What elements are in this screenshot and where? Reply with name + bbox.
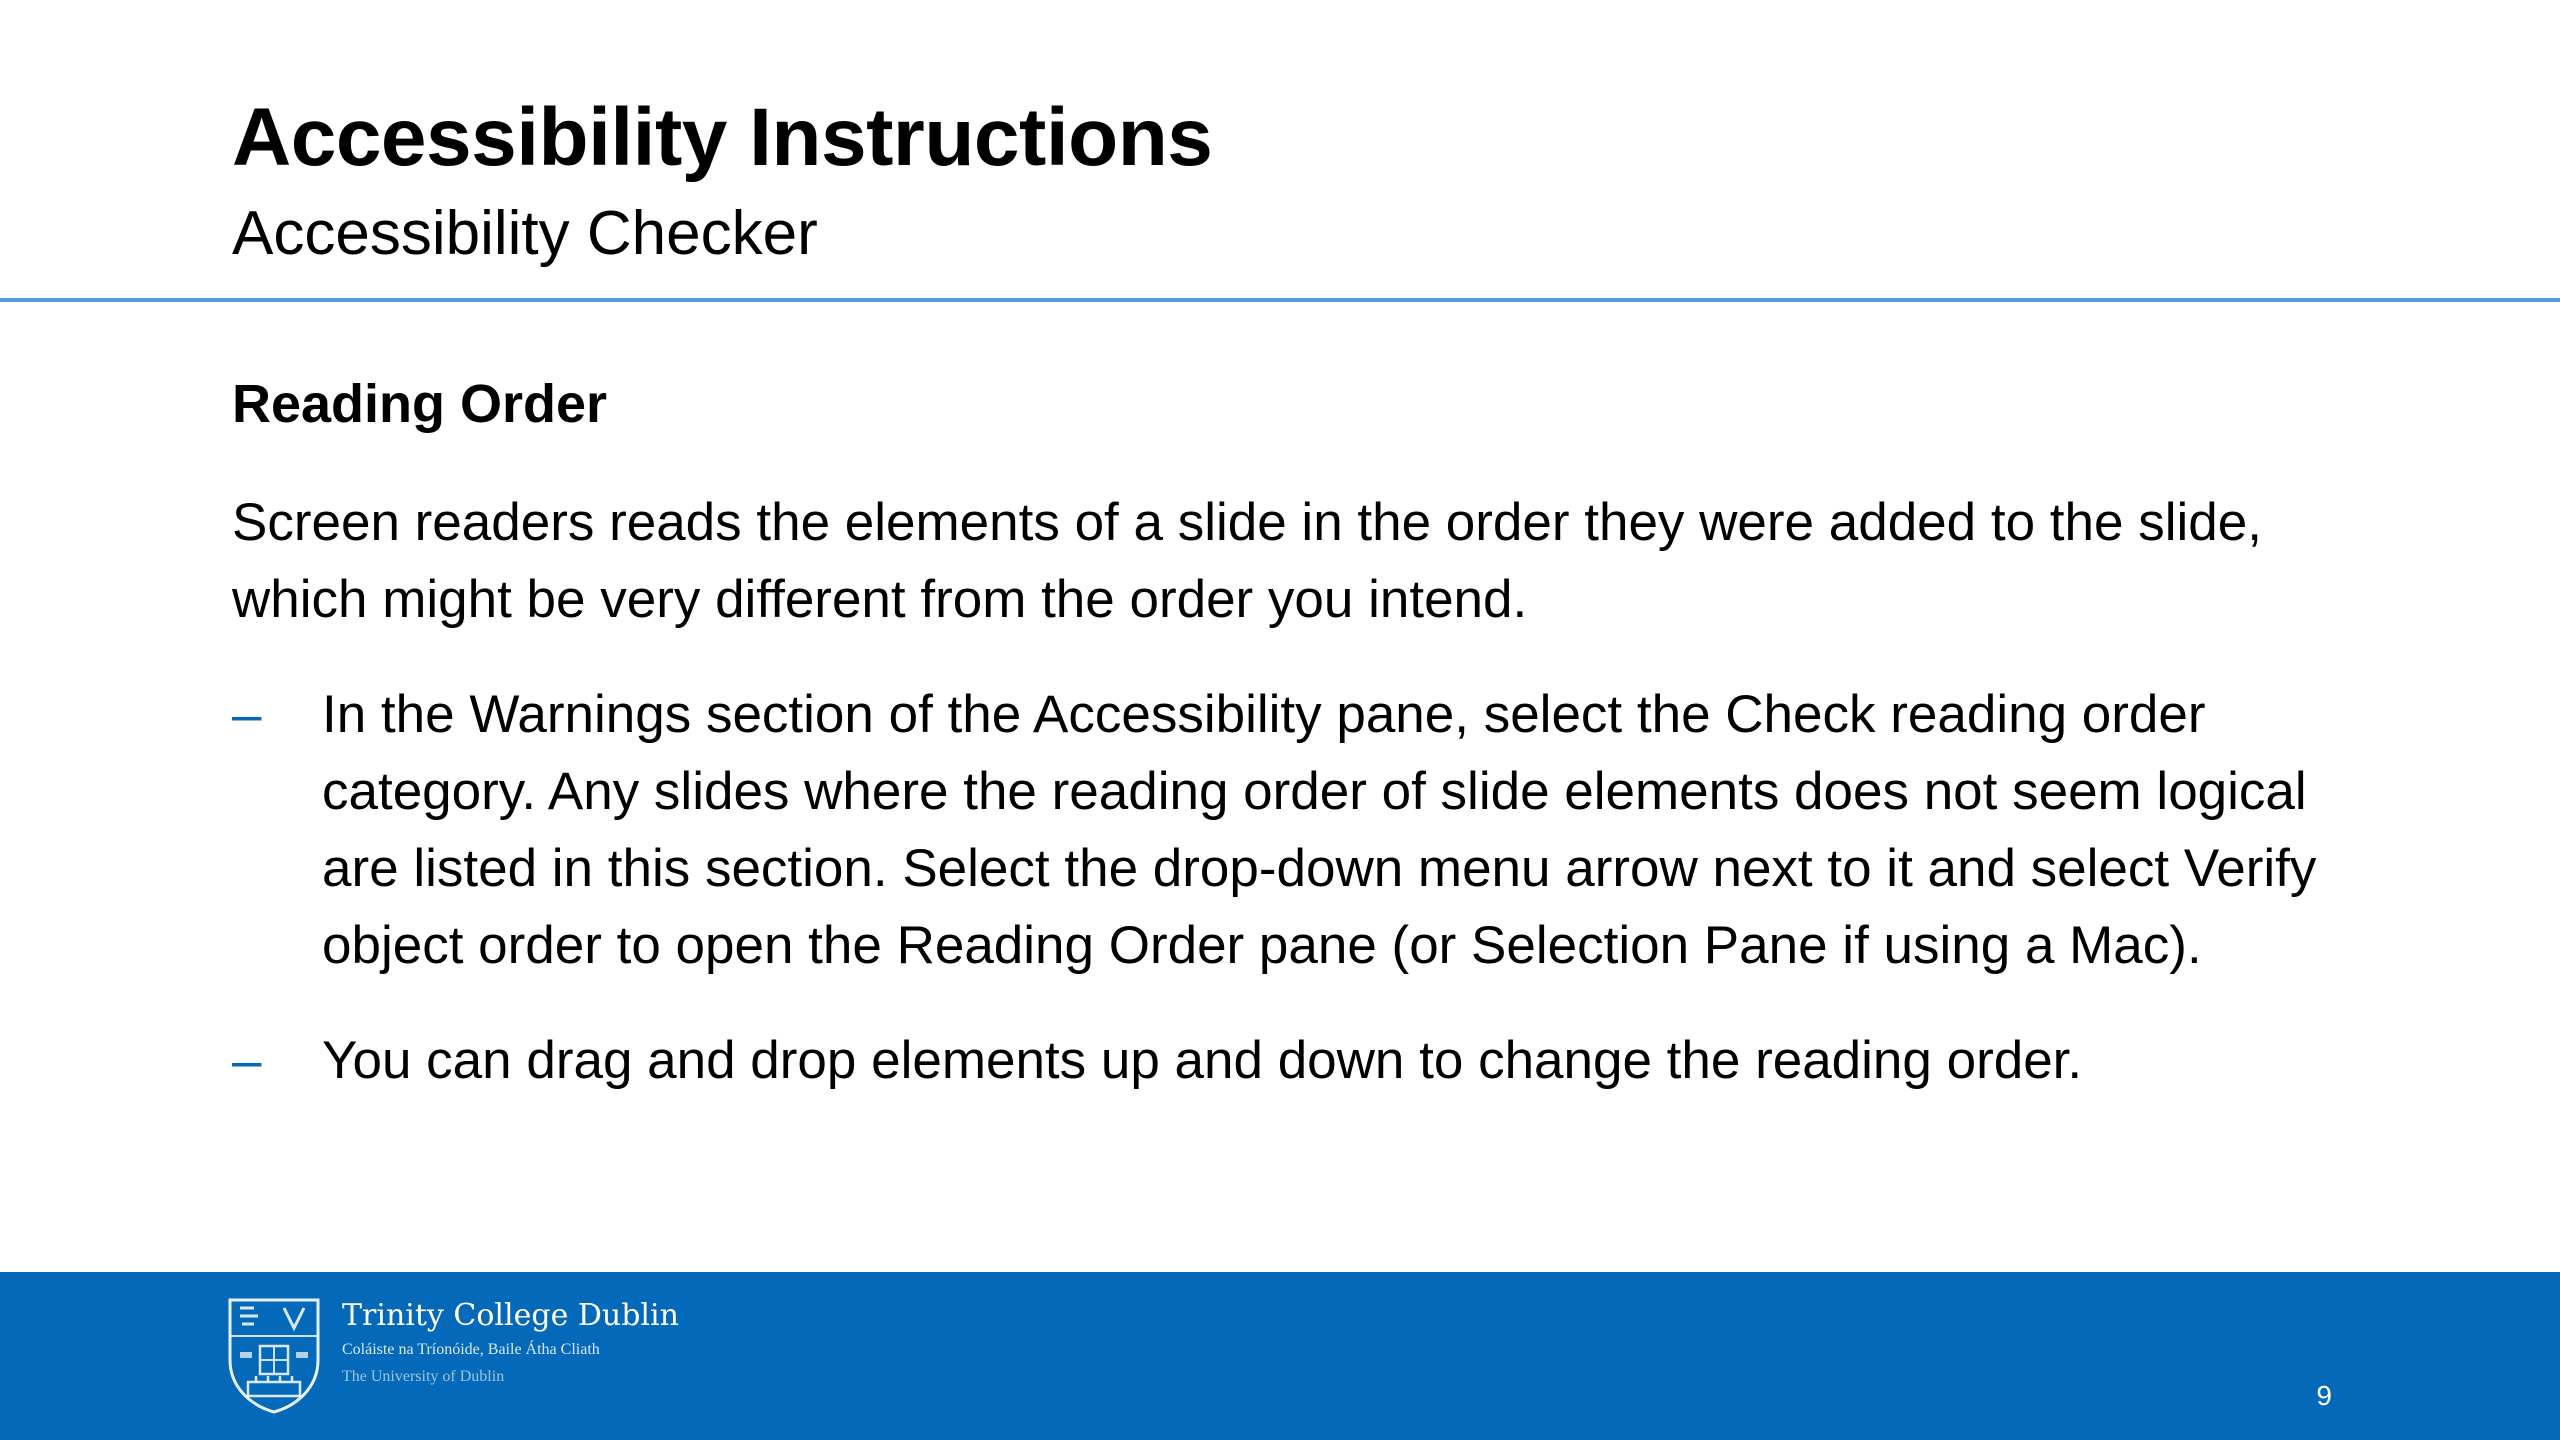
slide-content [232, 364, 2362, 1137]
institution-tagline: The University of Dublin [342, 1368, 505, 1385]
bullet-list [232, 676, 2362, 1099]
slide-subtitle: Accessibility Checker [232, 199, 818, 268]
list-item [232, 1022, 2362, 1099]
section-heading: Reading Order [232, 374, 608, 434]
footer-bar [0, 1272, 2560, 1440]
intro-paragraph: Screen readers reads the elements of a slide in the order they were added to the slide, which might be very different from the order you intend. [232, 493, 2262, 629]
bullet-dash: – [232, 1031, 262, 1090]
trinity-crest-icon [226, 1296, 322, 1416]
slide-title: Accessibility Instructions [232, 92, 1213, 183]
bullet-text: You can drag and drop elements up and down to change the reading order. [322, 1031, 2083, 1090]
page-number: 9 [2316, 1380, 2332, 1411]
title-divider [0, 298, 2560, 302]
bullet-dash: – [232, 685, 262, 744]
institution-irish-name: Coláiste na Tríonóide, Baile Átha Cliath [342, 1341, 600, 1358]
list-item [232, 676, 2362, 984]
institution-logo-text [342, 1296, 679, 1390]
institution-name: Trinity College Dublin [342, 1298, 679, 1333]
bullet-text: In the Warnings section of the Accessibility pane, select the Check reading order category. Any slides where the reading order of slide elements does not seem logical are listed in this section. Select the drop-down menu arrow next to it and select Verify object order to open the Reading Order pane (or Selection Pane if using a Mac). [322, 685, 2317, 975]
